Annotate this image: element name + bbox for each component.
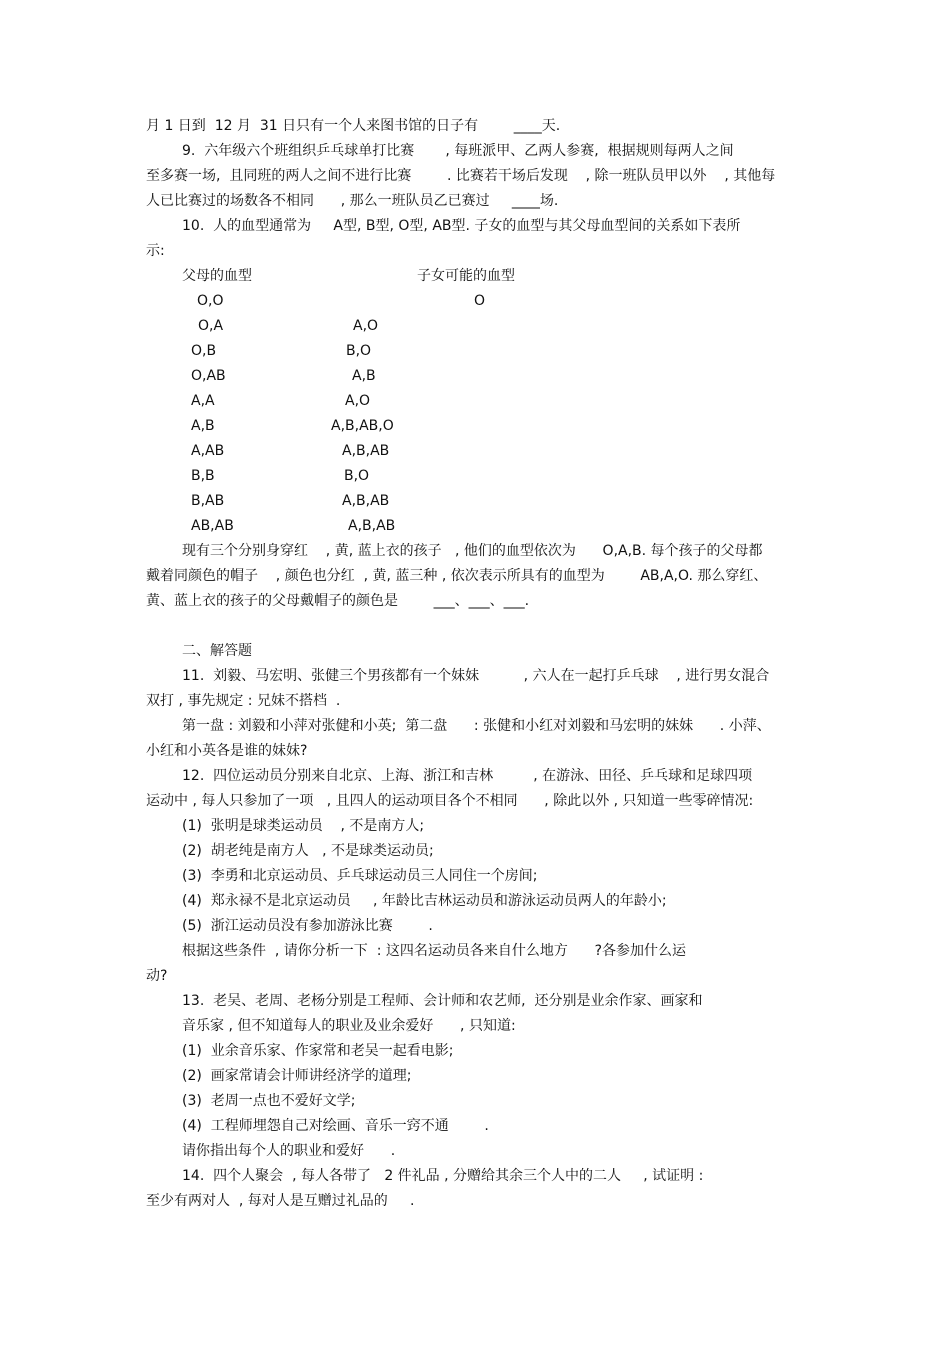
table-cell-parents: B,AB xyxy=(191,493,225,509)
text-line: 12. 四位运动员分别来自北京、上海、浙江和吉林 , 在游泳、田径、乒乓球和足球四项 xyxy=(182,768,753,784)
text-line: 小红和小英各是谁的妹妹? xyxy=(146,743,308,759)
table-cell-children: B,O xyxy=(344,468,370,484)
text-line: 戴着同颜色的帽子 , 颜色也分红 , 黄, 蓝三种 , 依次表示所具有的血型为 AB,A,O. 那么穿红、 xyxy=(146,568,768,584)
text-line: 第一盘 : 刘毅和小萍对张健和小英; 第二盘 : 张健和小红对刘毅和马宏明的妹妹 . 小萍、 xyxy=(182,718,771,734)
table-cell-parents: A,AB xyxy=(191,443,225,459)
table-header-parents: 父母的血型 xyxy=(182,268,252,284)
text-line: 示: xyxy=(146,243,165,259)
text-line: (2) 画家常请会计师讲经济学的道理; xyxy=(182,1068,412,1084)
table-cell-children: A,B,AB xyxy=(348,518,396,534)
text-line: 10. 人的血型通常为 A型, B型, O型, AB型. 子女的血型与其父母血型间的关系如下表所 xyxy=(182,218,741,234)
table-cell-children: B,O xyxy=(346,343,372,359)
text-line: 9. 六年级六个班组织乒乓球单打比赛 , 每班派甲、乙两人参赛, 根据规则每两人之间 xyxy=(182,143,734,159)
table-cell-children: A,B,AB xyxy=(342,493,390,509)
table-cell-parents: O,O xyxy=(197,293,224,309)
text-line: 请你指出每个人的职业和爱好 . xyxy=(182,1143,396,1159)
table-cell-parents: O,A xyxy=(198,318,224,334)
text-line: (5) 浙江运动员没有参加游泳比赛 . xyxy=(182,918,433,934)
table-cell-children: O xyxy=(474,293,486,309)
text-line: 根据这些条件 , 请你分析一下 : 这四名运动员各来自什么地方 ?各参加什么运 xyxy=(182,943,686,959)
table-cell-children: A,B,AB xyxy=(342,443,390,459)
text-line: 人已比赛过的场数各不相同 , 那么一班队员乙已赛过 ____场. xyxy=(146,193,559,209)
text-line: 黄、蓝上衣的孩子的父母戴帽子的颜色是 ___、___、___. xyxy=(146,593,530,609)
text-line: (3) 老周一点也不爱好文学; xyxy=(182,1093,356,1109)
table-cell-parents: O,AB xyxy=(191,368,226,384)
text-line: 14. 四个人聚会 , 每人各带了 2 件礼品 , 分赠给其余三个人中的二人 , 试证明 : xyxy=(182,1168,704,1184)
text-line: (1) 业余音乐家、作家常和老吴一起看电影; xyxy=(182,1043,454,1059)
text-line: 至少有两对人 , 每对人是互赠过礼品的 . xyxy=(146,1193,415,1209)
text-line: 运动中 , 每人只参加了一项 , 且四人的运动项目各个不相同 , 除此以外 , 只知道一些零碎情况: xyxy=(146,793,754,809)
table-cell-parents: O,B xyxy=(191,343,217,359)
text-line: (2) 胡老纯是南方人 , 不是球类运动员; xyxy=(182,843,434,859)
text-line: 动? xyxy=(146,968,168,984)
text-line: 双打 , 事先规定 : 兄妹不搭档 . xyxy=(146,693,341,709)
text-line: (1) 张明是球类运动员 , 不是南方人; xyxy=(182,818,425,834)
table-cell-children: A,O xyxy=(353,318,379,334)
text-line: 现有三个分别身穿红 , 黄, 蓝上衣的孩子 , 他们的血型依次为 O,A,B. 每个孩子的父母都 xyxy=(182,543,763,559)
text-line: (4) 郑永禄不是北京运动员 , 年龄比吉林运动员和游泳运动员两人的年龄小; xyxy=(182,893,667,909)
table-cell-children: A,B,AB,O xyxy=(331,418,394,434)
text-line: (3) 李勇和北京运动员、乒乓球运动员三人同住一个房间; xyxy=(182,868,538,884)
table-cell-children: A,B xyxy=(352,368,376,384)
table-cell-parents: AB,AB xyxy=(191,518,234,534)
text-line: 音乐家 , 但不知道每人的职业及业余爱好 , 只知道: xyxy=(182,1018,516,1034)
text-line: 至多赛一场, 且同班的两人之间不进行比赛 . 比赛若干场后发现 , 除一班队员甲以外 , 其他每 xyxy=(146,168,776,184)
text-line: (4) 工程师埋怨自己对绘画、音乐一窍不通 . xyxy=(182,1118,489,1134)
text-line: 13. 老吴、老周、老杨分别是工程师、会计师和农艺师, 还分别是业余作家、画家和 xyxy=(182,993,703,1009)
text-line: 月 1 日到 12 月 31 日只有一个人来图书馆的日子有 ____天. xyxy=(146,118,561,134)
table-header-children: 子女可能的血型 xyxy=(417,268,515,284)
table-cell-parents: A,B xyxy=(191,418,215,434)
table-cell-children: A,O xyxy=(345,393,371,409)
table-cell-parents: B,B xyxy=(191,468,215,484)
table-cell-parents: A,A xyxy=(191,393,215,409)
text-line: 二、解答题 xyxy=(182,643,252,659)
text-line: 11. 刘毅、马宏明、张健三个男孩都有一个妹妹 , 六人在一起打乒乓球 , 进行男女混合 xyxy=(182,668,770,684)
